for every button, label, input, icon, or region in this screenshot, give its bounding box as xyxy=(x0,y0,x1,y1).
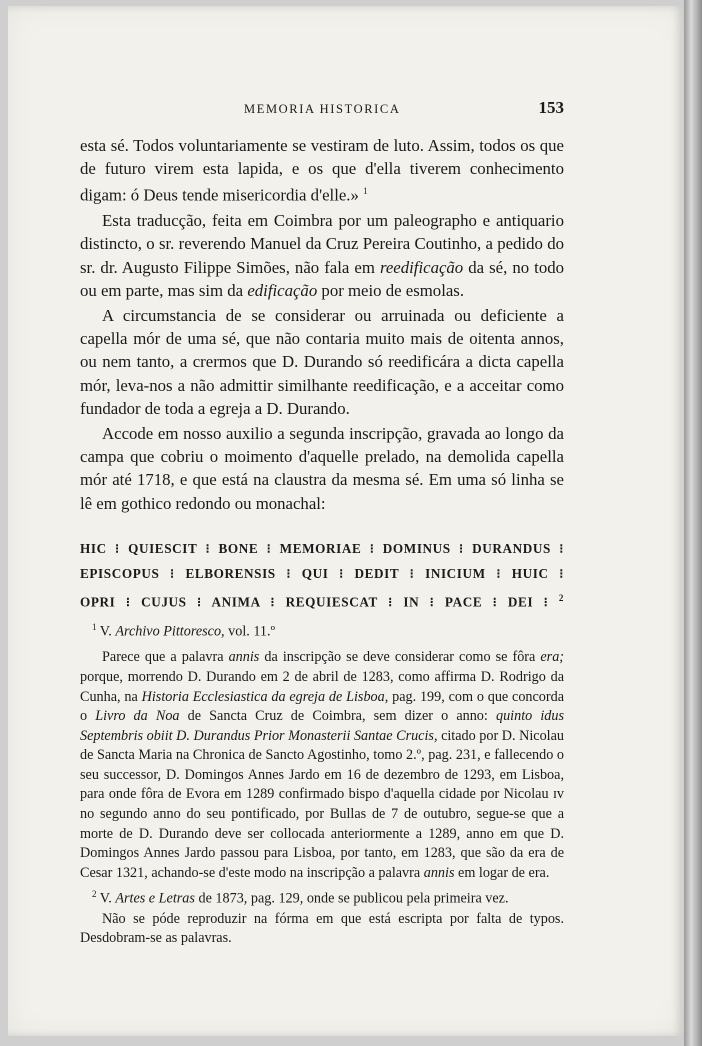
footnotes xyxy=(80,618,564,949)
footnote-1-commentary: Parece que a palavra annis da inscripção se deve considerar como se fôra era; porque, morrendo D. Durando em 2 de abril de 1283, como affirma D. Rodrigo da Cunha, na Historia Ecclesiastica da egreja de Lisboa, pag. 199, com o que concorda o Livro da Noa de Sancta Cruz de Coimbra, sem dizer o anno: quinto idus Septembris obiit D. Durandus Prior Monasterii Santae Crucis, citado por D. Nicolau de Sancta Maria na Chronica de Sancto Agostinho, tomo 2.º, pag. 231, e fallecendo o seu successor, D. Domingos Annes Jardo em 16 de dezembro de 1293, em Lisboa, para onde fôra de Evora em 1289 confirmado bispo d'aquella cidade por Nicolau ɪᴠ no segundo anno do seu pontificado, por Bullas de 7 de outubro, segue-se que a morte de D. Durando deve ser collocada anteriormente a 1289, anno em que D. Domingos Annes Jardo passou para Lisboa, por tanto, em 1283, que são da era de Cesar 1321, achando-se d'este modo na inscripção a palavra annis em logar de era. xyxy=(80,649,565,881)
paragraph-4: Accode em nosso auxilio a segunda inscripção, gravada ao longo da campa que cobriu o moimento d'aquelle prelado, na demolida capella mór até 1718, e que está na claustra da mesma sé. Em uma só linha se lê em gothico redondo ou monachal: xyxy=(80,424,564,513)
paragraph-2: Esta traducção, feita em Coimbra por um paleographo e antiquario distincto, o sr. reverendo Manuel da Cruz Pereira Coutinho, a pedido do sr. dr. Augusto Filippe Simões, não fala em reedificação da sé, no todo ou em parte, mas sim da edificação por meio de esmolas. xyxy=(80,211,564,300)
footnote-2: $^2$ V. Artes e Letras de 1873, pag. 129, onde se publicou pela primeira vez. xyxy=(92,889,509,908)
main-text xyxy=(80,134,564,515)
inscription-line-2: EPISCOPUS ⁝ ELBORENSIS ⁝ QUI ⁝ DEDIT ⁝ INICIUM ⁝ HUIC ⁝ xyxy=(80,566,564,581)
book-edge xyxy=(684,0,702,1046)
paragraph-3: A circumstancia de se considerar ou arruinada ou deficiente a capella mór de uma sé, que não contaria muito mais de oitenta annos, ou nem tanto, a crermos que D. Durando só reedificára a dicta capella mór, leva-nos a não admittir similhante reedificação, e a acceitar como fundador de toda a egreja a D. Durando. xyxy=(80,306,564,418)
inscription-line-1: HIC ⁝ QUIESCIT ⁝ BONE ⁝ MEMORIAE ⁝ DOMINUS ⁝ DURANDUS ⁝ xyxy=(80,541,564,556)
footnote-1: $^1$ V. Archivo Pittoresco, vol. 11.º xyxy=(92,622,275,640)
footnote-2-commentary: Não se póde reproduzir na fórma em que está escripta por falta de typos. Desdobram-se as palavras. xyxy=(80,910,564,947)
paragraph-1: esta sé. Todos voluntariamente se vestiram de luto. Assim, todos os que de futuro virem esta lapida, e os que d'ella tiverem conhecimento digam: ó Deus tende misericordia d'elle.» $^1$ xyxy=(80,136,564,205)
running-title: MEMORIA HISTORICA xyxy=(244,102,401,116)
inscription-block xyxy=(80,536,564,614)
footnote-ref-2: 2 xyxy=(558,593,564,603)
page-number: 153 xyxy=(538,98,564,117)
book-page xyxy=(8,6,684,1036)
footnote-ref-1: 1 xyxy=(363,186,368,197)
inscription-line-3: OPRI ⁝ CUJUS ⁝ ANIMA ⁝ REQUIESCAT ⁝ IN ⁝ PACE ⁝ DEI ⁝ $^2$ xyxy=(80,593,564,610)
